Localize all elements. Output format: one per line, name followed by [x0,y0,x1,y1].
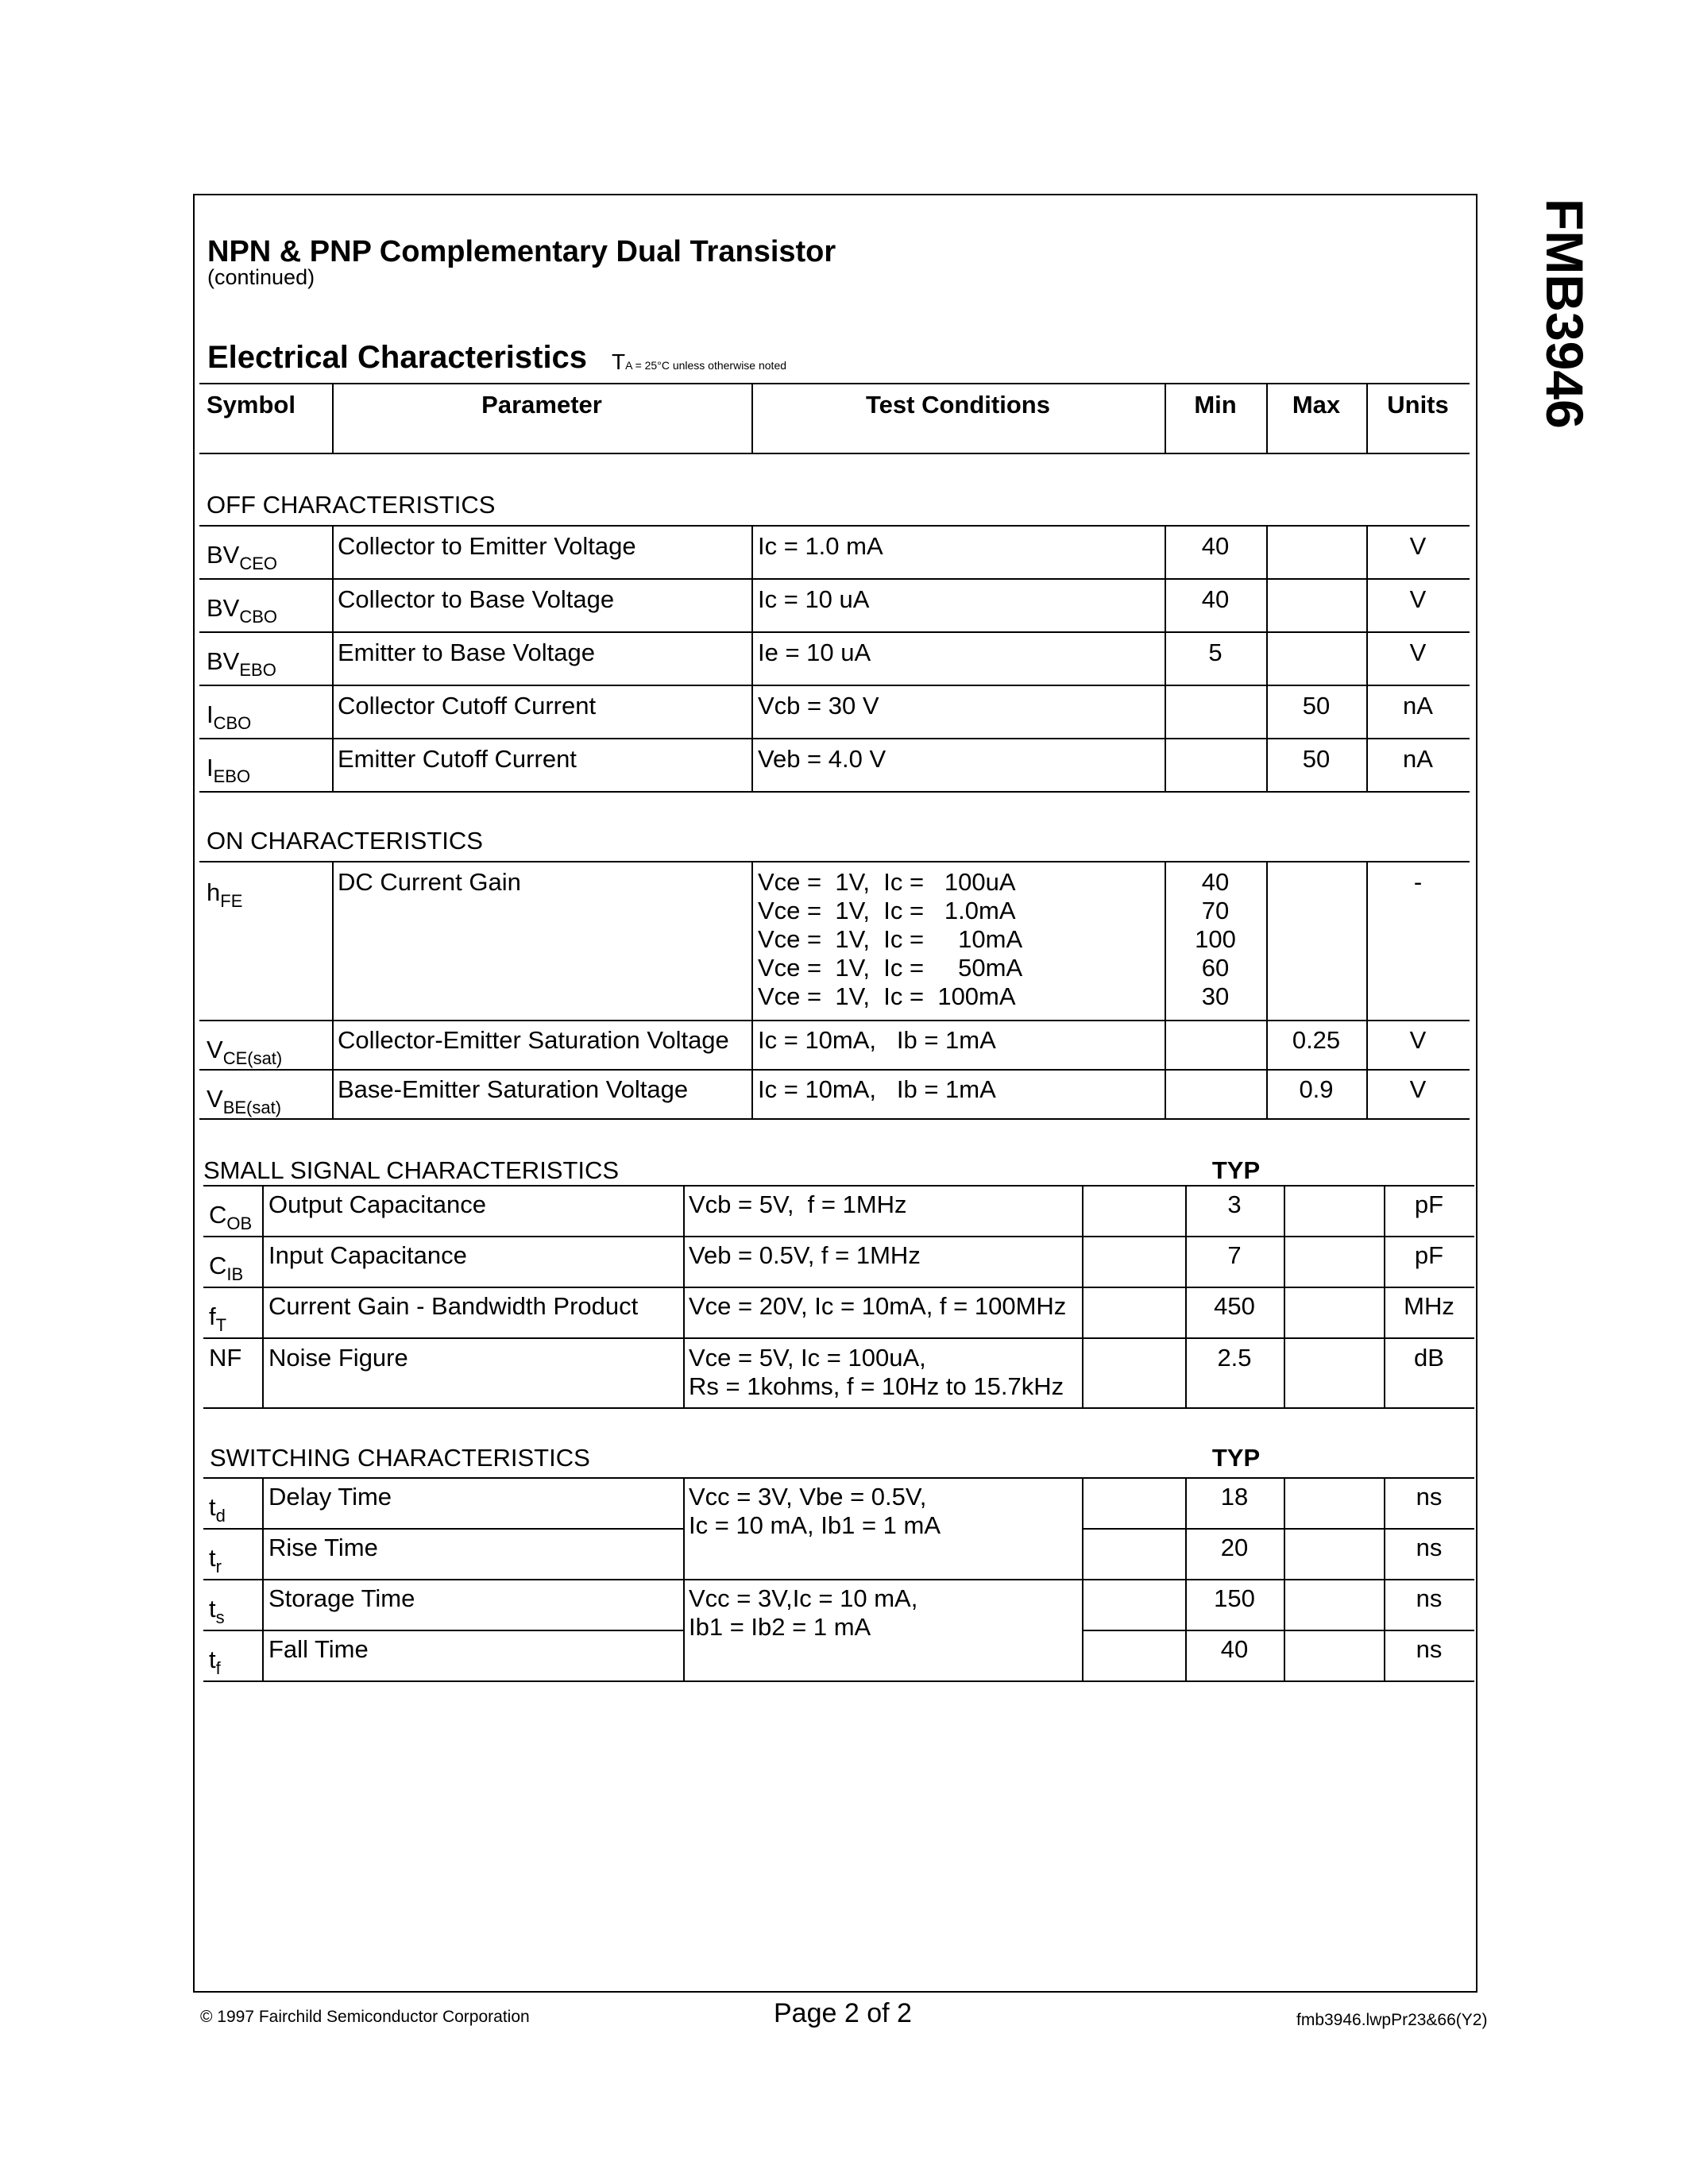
max-cell: 50 [1302,745,1331,773]
parameter-cell: Emitter to Base Voltage [338,639,595,666]
min-cell: 70 [1201,897,1230,924]
col-divider [1284,1477,1285,1680]
parameter-cell: Storage Time [268,1584,415,1612]
footer-page-number: Page 2 of 2 [774,1998,912,2028]
symbol-main: t [209,1595,216,1623]
symbol-cell [209,1302,227,1335]
small-signal-section-title: SMALL SIGNAL CHARACTERISTICS [203,1156,620,1184]
unit-cell: nA [1403,692,1433,720]
side-part-number-text: FMB3946 [1535,199,1594,429]
symbol-main: BV [207,541,240,569]
min-cell: 60 [1201,954,1230,982]
col-divider [1082,1477,1083,1680]
condition-line: Vce = 1V, Ic = 100mA [758,982,1016,1010]
condition-line: Vce = 1V, Ic = 50mA [758,954,1023,982]
max-cell: 50 [1302,692,1331,720]
col-divider [751,861,753,1118]
condition-cell: Ic = 1.0 mA [758,532,883,560]
min-cell: 40 [1201,868,1230,896]
symbol-cell [209,1595,225,1627]
row-line [199,861,1470,862]
condition-line: Vce = 1V, Ic = 1.0mA [758,897,1016,924]
condition-line: Rs = 1kohms, f = 10Hz to 15.7kHz [689,1372,1064,1400]
unit-cell: dB [1414,1344,1444,1372]
row-line [203,1528,685,1530]
col-divider [262,1477,264,1680]
col-header-test-conditions: Test Conditions [866,391,1050,419]
col-header-units: Units [1387,391,1449,419]
symbol-main: h [207,878,221,906]
condition-cell: Vcb = 30 V [758,692,879,720]
parameter-cell: Collector-Emitter Saturation Voltage [338,1026,729,1054]
symbol-cell [207,754,251,786]
footer-copyright: © 1997 Fairchild Semiconductor Corporation [200,2008,530,2026]
temperature-note-symbol: T [612,349,626,374]
switching-condition-b-line1: Vcc = 3V,Ic = 10 mA, [689,1584,918,1612]
row-line [199,1118,1470,1120]
col-divider [683,1477,685,1680]
typ-cell: 18 [1220,1483,1249,1511]
symbol-cell [209,1252,244,1284]
symbol-main: t [209,1544,216,1572]
symbol-main: I [207,754,214,781]
parameter-cell: Input Capacitance [268,1241,467,1269]
parameter-cell: DC Current Gain [338,868,521,896]
col-divider [332,525,334,791]
unit-cell: V [1409,1075,1427,1103]
typ-cell: 450 [1214,1292,1255,1320]
col-divider [332,861,334,1118]
symbol-subscript: EBO [213,766,251,786]
col-header-symbol: Symbol [207,391,295,419]
symbol-cell [209,1493,226,1526]
condition-cell: Vce = 20V, Ic = 10mA, f = 100MHz [689,1292,1067,1320]
symbol-cell [209,1646,221,1678]
parameter-cell: Current Gain - Bandwidth Product [268,1292,639,1320]
side-part-number [1533,199,1597,429]
parameter-cell: Noise Figure [268,1344,408,1372]
off-section-title: OFF CHARACTERISTICS [207,491,496,519]
condition-line: Vce = 1V, Ic = 100uA [758,868,1016,896]
symbol-cell: NF [209,1344,242,1372]
symbol-main: BV [207,647,240,675]
symbol-subscript: r [215,1557,222,1576]
symbol-cell [207,878,243,911]
symbol-cell [207,594,278,627]
col-divider [1284,1185,1285,1407]
row-line [199,631,1470,633]
unit-cell: - [1413,868,1423,896]
row-line [203,1407,1474,1409]
symbol-main: t [209,1493,216,1521]
parameter-cell: Output Capacitance [268,1190,487,1218]
row-line [199,578,1470,580]
col-header-min: Min [1194,391,1237,419]
parameter-cell: Fall Time [268,1635,369,1663]
symbol-subscript: s [215,1607,225,1627]
min-cell: 100 [1195,925,1236,953]
col-header-max: Max [1292,391,1341,419]
unit-cell: V [1409,639,1427,666]
symbol-subscript: CBO [239,607,278,627]
symbol-cell [207,1036,283,1068]
symbol-subscript: FE [220,891,243,911]
symbol-subscript: EBO [239,660,276,680]
condition-cell: Veb = 0.5V, f = 1MHz [689,1241,921,1269]
col-divider [683,1185,685,1407]
symbol-main: V [207,1085,223,1113]
unit-cell: ns [1416,1534,1443,1561]
symbol-subscript: d [215,1506,226,1526]
symbol-main: C [209,1201,227,1229]
unit-cell: ns [1416,1635,1443,1663]
row-line [199,525,1470,527]
max-cell: 0.9 [1299,1075,1334,1103]
symbol-subscript: f [215,1658,221,1678]
switching-condition-a-line1: Vcc = 3V, Vbe = 0.5V, [689,1483,927,1511]
typ-cell: 7 [1227,1241,1242,1269]
min-cell: 40 [1201,532,1230,560]
symbol-main: C [209,1252,227,1279]
symbol-subscript: BE(sat) [222,1098,282,1117]
parameter-cell: Rise Time [268,1534,378,1561]
page-subtitle: (continued) [207,265,315,289]
symbol-cell [207,700,252,733]
max-cell: 0.25 [1292,1026,1341,1054]
symbol-cell [207,541,278,573]
parameter-cell: Emitter Cutoff Current [338,745,577,773]
typ-header: TYP [1211,1156,1261,1184]
switching-section-title: SWITCHING CHARACTERISTICS [210,1444,590,1472]
symbol-main: f [209,1302,216,1330]
symbol-main: t [209,1646,216,1673]
unit-cell: V [1409,532,1427,560]
row-line [199,685,1470,686]
row-line [1082,1630,1474,1631]
parameter-cell: Collector to Base Voltage [338,585,615,613]
temperature-note-text: = 25°C unless otherwise noted [632,359,787,372]
unit-cell: pF [1414,1241,1444,1269]
unit-cell: V [1409,1026,1427,1054]
condition-cell: Ie = 10 uA [758,639,871,666]
symbol-subscript: T [215,1315,227,1335]
col-divider [751,525,753,791]
switching-condition-b-line2: Ib1 = Ib2 = 1 mA [689,1613,871,1641]
typ-cell: 2.5 [1217,1344,1252,1372]
footer-doc-id: fmb3946.lwpPr23&66(Y2) [1296,2011,1488,2029]
symbol-main: BV [207,594,240,622]
unit-cell: ns [1416,1483,1443,1511]
col-divider [262,1185,264,1407]
temperature-note-sub: A [625,359,632,372]
col-header-parameter: Parameter [481,391,602,419]
unit-cell: pF [1414,1190,1444,1218]
symbol-subscript: CE(sat) [222,1048,283,1068]
symbol-subscript: CEO [239,554,278,573]
row-line [1082,1528,1474,1530]
unit-cell: V [1409,585,1427,613]
typ-cell: 150 [1214,1584,1255,1612]
condition-cell: Ic = 10mA, Ib = 1mA [758,1075,996,1103]
typ-cell: 3 [1227,1190,1242,1218]
typ-cell: 40 [1220,1635,1249,1663]
symbol-cell [207,647,276,680]
row-line [203,1630,685,1631]
row-line [203,1680,1474,1682]
table-header-bottom-line [199,453,1470,454]
typ-cell: 20 [1220,1534,1249,1561]
min-cell: 40 [1201,585,1230,613]
temperature-note [612,349,786,375]
page-title: NPN & PNP Complementary Dual Transistor [207,235,836,268]
symbol-main: V [207,1036,223,1063]
unit-cell: MHz [1404,1292,1454,1320]
condition-cell: Ic = 10mA, Ib = 1mA [758,1026,996,1054]
on-section-title: ON CHARACTERISTICS [207,827,483,855]
min-cell: 5 [1208,639,1223,666]
switching-condition-a-line2: Ic = 10 mA, Ib1 = 1 mA [689,1511,941,1539]
section-title: Electrical Characteristics [207,340,588,375]
condition-line: Vce = 5V, Ic = 100uA, [689,1344,926,1372]
unit-cell: nA [1403,745,1433,773]
row-line [199,738,1470,739]
symbol-cell [209,1201,253,1233]
symbol-cell [207,1085,282,1117]
symbol-main: I [207,700,214,728]
symbol-cell [209,1544,222,1576]
col-divider [1082,1185,1083,1407]
parameter-cell: Collector to Emitter Voltage [338,532,636,560]
row-line [199,791,1470,793]
symbol-subscript: IB [226,1264,244,1284]
table-header-top-line [199,383,1470,384]
condition-cell: Vcb = 5V, f = 1MHz [689,1190,907,1218]
condition-line: Vce = 1V, Ic = 10mA [758,925,1023,953]
parameter-cell: Base-Emitter Saturation Voltage [338,1075,689,1103]
row-line [199,1020,1470,1021]
min-cell: 30 [1201,982,1230,1010]
row-line [199,1069,1470,1071]
parameter-cell: Collector Cutoff Current [338,692,597,720]
condition-cell: Veb = 4.0 V [758,745,886,773]
symbol-subscript: CBO [213,713,252,733]
condition-cell: Ic = 10 uA [758,585,870,613]
unit-cell: ns [1416,1584,1443,1612]
typ-header: TYP [1211,1444,1261,1472]
symbol-subscript: OB [226,1214,253,1233]
parameter-cell: Delay Time [268,1483,392,1511]
